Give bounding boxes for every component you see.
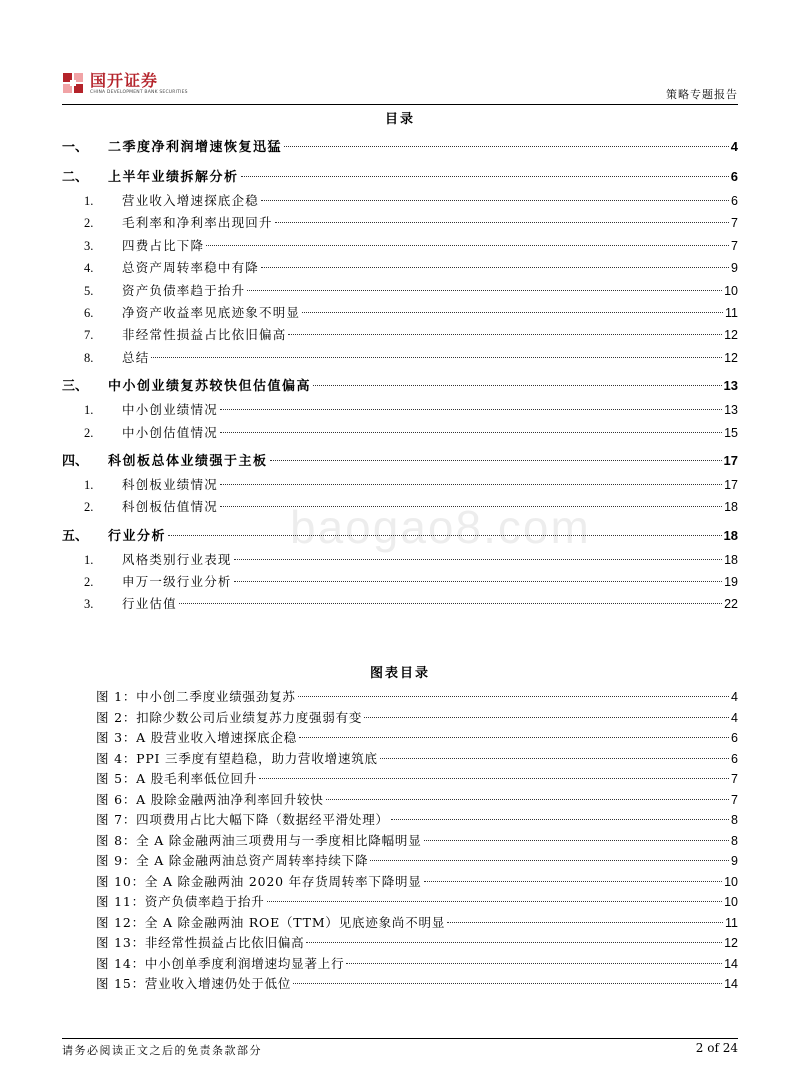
toc-number: 三、: [62, 379, 89, 395]
figure-label: 图 13：非经常性损益占比依旧偏高: [96, 935, 305, 950]
toc-page-number: 4: [730, 139, 738, 154]
toc-page-number: 12: [724, 350, 738, 365]
toc-number: 二、: [62, 170, 89, 185]
figure-label: 图 5：A 股毛利率低位回升: [96, 771, 258, 786]
figure-list-item[interactable]: [96, 954, 738, 975]
figure-list-item[interactable]: [96, 831, 738, 852]
toc-page-number: 22: [724, 597, 738, 612]
figure-list: [96, 687, 738, 995]
dot-leader: [261, 267, 729, 268]
toc-page-number: 15: [724, 425, 738, 440]
toc-subsection[interactable]: [62, 399, 738, 421]
dot-leader: [298, 696, 729, 697]
toc-label: 中小创估值情况: [122, 424, 218, 440]
toc-label: 科创板总体业绩强于主板: [108, 453, 268, 469]
dot-leader: [293, 983, 722, 984]
figure-page-number: 4: [731, 690, 738, 704]
figure-page-number: 6: [731, 731, 738, 745]
figure-page-number: 12: [724, 936, 738, 950]
header-divider: [62, 104, 738, 105]
figure-label: 图 14：中小创单季度利润增速均显著上行: [96, 955, 345, 971]
toc-number: 2.: [84, 425, 94, 440]
dot-leader: [424, 840, 730, 841]
toc-subsection[interactable]: [62, 280, 738, 302]
toc-page-number: 12: [724, 328, 738, 343]
toc-label: 总资产周转率稳中有降: [122, 260, 260, 276]
dot-leader: [259, 778, 729, 779]
toc-subsection[interactable]: [62, 302, 738, 324]
dot-leader: [447, 922, 723, 923]
figure-label: 图 11：资产负债率趋于抬升: [96, 894, 265, 909]
figure-list-item[interactable]: [96, 892, 738, 913]
toc-number: 1.: [84, 477, 94, 492]
brand-name: 国开证券: [90, 71, 159, 90]
dot-leader: [306, 942, 722, 943]
toc-page-number: 19: [724, 575, 738, 590]
dot-leader: [288, 334, 722, 335]
toc-page-number: 13: [723, 378, 738, 394]
toc-label: 申万一级行业分析: [122, 574, 232, 590]
dot-leader: [241, 176, 729, 177]
toc-page-number: 18: [723, 527, 738, 543]
toc-section[interactable]: [62, 134, 738, 160]
toc-number: 1.: [84, 403, 94, 418]
dot-leader: [267, 901, 723, 902]
toc-label: 二季度净利润增速恢复迅猛: [108, 140, 283, 155]
toc-label: 总结: [122, 349, 150, 365]
footer-disclaimer: 请务必阅读正文之后的免责条款部分: [62, 1044, 262, 1057]
dot-leader: [261, 200, 729, 201]
dot-leader: [220, 432, 722, 433]
dot-leader: [326, 799, 729, 800]
figure-label: 图 12：全 A 除金融两油 ROE（TTM）见底迹象尚不明显: [96, 914, 446, 930]
toc-page-number: 13: [724, 403, 738, 418]
figure-list-item[interactable]: [96, 708, 738, 729]
brand-logo: [62, 72, 188, 95]
toc-number: 6.: [84, 305, 94, 320]
toc-label: 上半年业绩拆解分析: [108, 170, 239, 185]
dot-leader: [220, 484, 722, 485]
figure-list-item[interactable]: [96, 872, 738, 893]
toc-subsection[interactable]: [62, 212, 738, 234]
toc-label: 风格类别行业表现: [122, 551, 232, 567]
figure-label: 图 7：四项费用占比大幅下降（数据经平滑处理）: [96, 812, 389, 827]
figure-label: 图 4：PPI 三季度有望趋稳，助力营收增速筑底: [96, 750, 378, 766]
toc-number: 五、: [62, 528, 89, 544]
figure-label: 图 6：A 股除金融两油净利率回升较快: [96, 791, 324, 807]
figure-page-number: 7: [731, 792, 738, 807]
figure-list-item[interactable]: [96, 790, 738, 811]
toc-subsection[interactable]: [62, 571, 738, 593]
toc-label: 中小创业绩复苏较快但估值偏高: [108, 379, 312, 395]
dot-leader: [220, 409, 722, 410]
dot-leader: [275, 222, 729, 223]
figure-label: 图 3：A 股营业收入增速探底企稳: [96, 730, 298, 745]
figure-label: 图 1：中小创二季度业绩强劲复苏: [96, 689, 296, 704]
toc-page-number: 7: [731, 238, 738, 253]
toc-page-number: 17: [724, 477, 738, 492]
toc-section[interactable]: [62, 448, 738, 474]
figure-page-number: 8: [731, 813, 738, 827]
toc-subsection[interactable]: [62, 474, 738, 496]
dot-leader: [346, 963, 722, 964]
toc-subsection[interactable]: [62, 257, 738, 279]
toc-label: 非经常性损益占比依旧偏高: [122, 327, 287, 343]
watermark: baogao8.com: [290, 501, 591, 553]
brand-logo-icon: [62, 72, 84, 94]
toc-number: 1.: [84, 552, 94, 567]
toc-label: 中小创业绩情况: [122, 402, 218, 418]
figure-page-number: 14: [724, 977, 738, 991]
toc-page-number: 18: [724, 552, 738, 567]
toc-page-number: 11: [725, 305, 738, 320]
toc-subsection[interactable]: [62, 324, 738, 346]
toc-page-number: 7: [731, 216, 738, 231]
figure-list-item[interactable]: [96, 913, 738, 934]
figure-label: 图 8：全 A 除金融两油三项费用与一季度相比降幅明显: [96, 832, 422, 848]
toc-label: 毛利率和净利率出现回升: [122, 215, 273, 231]
toc-number: 8.: [84, 350, 94, 365]
toc-page-number: 6: [731, 194, 738, 208]
figure-list-item[interactable]: [96, 728, 738, 749]
figure-page-number: 11: [725, 915, 738, 930]
toc-page-number: 9: [731, 261, 738, 276]
dot-leader: [313, 385, 722, 386]
footer-divider: [62, 1038, 738, 1039]
toc-number: 4.: [84, 261, 94, 276]
toc-page-number: 17: [723, 452, 738, 468]
report-type: 策略专题报告: [666, 88, 738, 101]
dot-leader: [299, 737, 729, 738]
dot-leader: [179, 603, 722, 604]
dot-leader: [234, 581, 722, 582]
figure-label: 图 10：全 A 除金融两油 2020 年存货周转率下降明显: [96, 873, 422, 889]
toc-subsection[interactable]: [62, 422, 738, 444]
dot-leader: [247, 290, 722, 291]
toc-label: 科创板估值情况: [122, 499, 218, 515]
figure-label: 图 15：营业收入增速仍处于低位: [96, 976, 292, 991]
toc-number: 3.: [84, 238, 94, 253]
figure-list-item[interactable]: [96, 769, 738, 790]
figure-label: 图 2：扣除少数公司后业绩复苏力度强弱有变: [96, 709, 363, 725]
figure-page-number: 7: [731, 772, 738, 786]
figure-list-item[interactable]: [96, 749, 738, 770]
dot-leader: [151, 357, 722, 358]
figure-list-item[interactable]: [96, 974, 738, 995]
figure-page-number: 10: [724, 874, 738, 889]
dot-leader: [380, 758, 729, 759]
toc-number: 7.: [84, 328, 94, 343]
toc-number: 2.: [84, 500, 94, 515]
toc-title: 目录: [384, 112, 415, 127]
toc-page-number: 6: [730, 169, 738, 184]
figure-list-item[interactable]: [96, 810, 738, 831]
dot-leader: [206, 245, 729, 246]
toc-number: 5.: [84, 283, 94, 298]
toc-subsection[interactable]: [62, 235, 738, 257]
figure-list-item[interactable]: [96, 933, 738, 954]
figure-page-number: 10: [724, 895, 738, 909]
dot-leader: [364, 717, 729, 718]
dot-leader: [302, 312, 723, 313]
toc-number: 1.: [84, 194, 94, 208]
toc-number: 一、: [62, 140, 89, 155]
page-header: [62, 64, 738, 106]
toc-label: 营业收入增速探底企稳: [122, 193, 260, 208]
toc-number: 四、: [62, 453, 89, 469]
toc-subsection[interactable]: [62, 347, 738, 369]
toc-label: 资产负债率趋于抬升: [122, 282, 246, 298]
toc-number: 2.: [84, 216, 94, 231]
figure-page-number: 9: [731, 854, 738, 868]
toc-subsection[interactable]: [62, 593, 738, 615]
figure-page-number: 14: [724, 956, 738, 971]
toc-label: 行业估值: [122, 596, 177, 612]
dot-leader: [234, 559, 722, 560]
figure-list-title: 图表目录: [369, 666, 430, 681]
toc-page-number: 18: [724, 500, 738, 515]
toc-label: 净资产收益率见底迹象不明显: [122, 304, 301, 320]
dot-leader: [284, 146, 729, 147]
toc-number: 3.: [84, 597, 94, 612]
toc-number: 2.: [84, 575, 94, 590]
figure-page-number: 6: [731, 751, 738, 766]
toc-label: 四费占比下降: [122, 237, 205, 253]
figure-page-number: 8: [731, 833, 738, 848]
toc-label: 科创板业绩情况: [122, 476, 218, 492]
figure-page-number: 4: [731, 710, 738, 725]
toc-section[interactable]: [62, 373, 738, 399]
toc-label: 行业分析: [108, 528, 167, 544]
dot-leader: [270, 460, 722, 461]
figure-label: 图 9：全 A 除金融两油总资产周转率持续下降: [96, 853, 369, 868]
dot-leader: [391, 819, 729, 820]
dot-leader: [424, 881, 722, 882]
dot-leader: [370, 860, 729, 861]
page-number: 2 of 24: [695, 1041, 738, 1055]
toc-page-number: 10: [724, 283, 738, 298]
brand-name-en: CHINA DEVELOPMENT BANK SECURITIES: [90, 90, 188, 95]
figure-list-item[interactable]: [96, 687, 738, 708]
toc-section[interactable]: [62, 164, 738, 190]
toc-subsection[interactable]: [62, 190, 738, 212]
figure-list-item[interactable]: [96, 851, 738, 872]
